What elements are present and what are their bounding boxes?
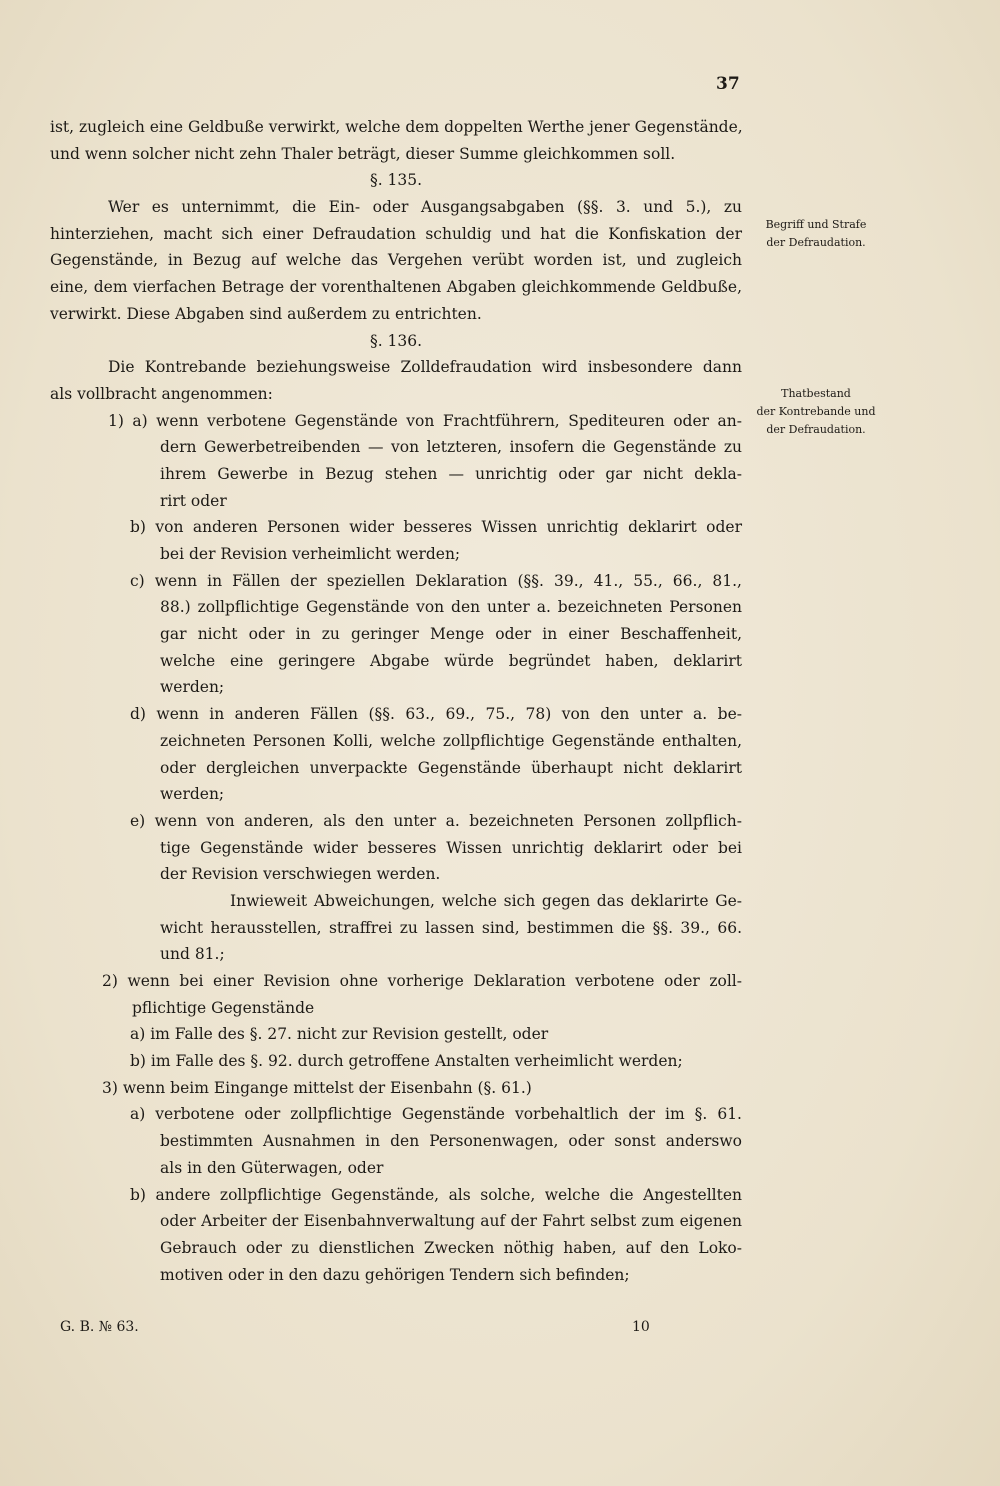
text-line: tige Gegenstände wider besseres Wissen unrichtig deklarirt oder bei	[160, 838, 742, 857]
margin-note-line: der Defraudation.	[766, 423, 866, 436]
margin-note-defraudation	[752, 216, 880, 252]
margin-note-line: der Kontrebande und	[756, 405, 876, 418]
text-line: ihrem Gewerbe in Bezug stehen — unrichtig oder gar nicht dekla-	[160, 464, 742, 483]
text-line: verwirkt. Diese Abgaben sind außerdem zu entrichten.	[50, 304, 482, 323]
text-line: ist, zugleich eine Geldbuße verwirkt, welche dem doppelten Werthe jener Gegenstände,	[50, 118, 743, 136]
text-line: e) wenn von anderen, als den unter a. bezeichneten Personen zollpflich-	[130, 811, 742, 830]
text-line: b) von anderen Personen wider besseres Wissen unrichtig deklarirt oder	[130, 518, 742, 537]
text-line: gar nicht oder in zu geringer Menge oder in einer Beschaffenheit,	[160, 625, 742, 644]
section-heading-136: §. 136.	[369, 331, 423, 350]
footer-sheet-number: 10	[632, 1319, 650, 1335]
text-line: bei der Revision verheimlicht werden;	[160, 545, 461, 563]
text-line: 1) a) wenn verbotene Gegenstände von Frachtführern, Spediteuren oder an-	[108, 411, 742, 430]
text-line: und 81.;	[160, 945, 225, 964]
margin-note-line: der Defraudation.	[766, 236, 866, 249]
text-line: d) wenn in anderen Fällen (§§. 63., 69., 75., 78) von den unter a. be-	[130, 705, 742, 724]
text-line: und wenn solcher nicht zehn Thaler beträgt, dieser Summe gleichkommen soll.	[50, 144, 676, 163]
text-line: als in den Güterwagen, oder	[160, 1158, 384, 1177]
text-line: zeichneten Personen Kolli, welche zollpflichtige Gegenstände enthalten,	[160, 731, 742, 750]
text-line: werden;	[160, 785, 225, 804]
text-line: 88.) zollpflichtige Gegenstände von den unter a. bezeichneten Personen	[160, 598, 742, 617]
text-line: Gegenstände, in Bezug auf welche das Vergehen verübt worden ist, und zugleich	[50, 251, 742, 270]
text-line: 2) wenn bei einer Revision ohne vorherige Deklaration verbotene oder zoll-	[102, 972, 742, 990]
page-footer	[60, 1317, 660, 1337]
text-line: werden;	[160, 678, 225, 697]
text-line: b) im Falle des §. 92. durch getroffene Anstalten verheimlicht werden;	[130, 1052, 683, 1071]
margin-note-kontrebande	[752, 385, 880, 439]
text-line: eine, dem vierfachen Betrage der vorenthaltenen Abgaben gleichkommende Geldbuße,	[50, 278, 742, 297]
footer-signature-mark: G. B. № 63.	[60, 1319, 139, 1335]
text-line: oder dergleichen unverpackte Gegenstände überhaupt nicht deklarirt	[160, 758, 742, 777]
text-line: b) andere zollpflichtige Gegenstände, als solche, welche die Angestellten	[130, 1185, 742, 1204]
text-line: a) im Falle des §. 27. nicht zur Revision gestellt, oder	[130, 1025, 549, 1044]
section-heading-135: §. 135.	[369, 171, 423, 190]
page-number: 37	[716, 74, 740, 94]
margin-note-line: Thatbestand	[781, 387, 851, 400]
text-line: a) verbotene oder zollpflichtige Gegenstände vorbehaltlich der im §. 61.	[130, 1105, 742, 1124]
text-line: motiven oder in den dazu gehörigen Tendern sich befinden;	[160, 1265, 630, 1284]
text-line: der Revision verschwiegen werden.	[160, 865, 441, 884]
text-line: bestimmten Ausnahmen in den Personenwagen, oder sonst anderswo	[160, 1132, 742, 1151]
text-line: oder Arbeiter der Eisenbahnverwaltung auf der Fahrt selbst zum eigenen	[160, 1212, 742, 1231]
text-line: als vollbracht angenommen:	[50, 384, 273, 403]
main-text	[50, 114, 742, 1288]
text-line: c) wenn in Fällen der speziellen Deklaration (§§. 39., 41., 55., 66., 81.,	[130, 571, 742, 590]
text-line: Die Kontrebande beziehungsweise Zolldefraudation wird insbesondere dann	[108, 358, 742, 377]
text-line: welche eine geringere Abgabe würde begründet haben, deklarirt	[160, 651, 742, 670]
text-line: wicht herausstellen, straffrei zu lassen sind, bestimmen die §§. 39., 66.	[160, 918, 742, 937]
text-line: hinterziehen, macht sich einer Defraudation schuldig und hat die Konfiskation der	[50, 224, 742, 243]
text-line: Inwieweit Abweichungen, welche sich gegen das deklarirte Ge-	[230, 891, 742, 910]
margin-note-line: Begriff und Strafe	[765, 218, 867, 231]
text-line: dern Gewerbetreibenden — von letzteren, insofern die Gegenstände zu	[160, 438, 742, 457]
text-line: Gebrauch oder zu dienstlichen Zwecken nöthig haben, auf den Loko-	[160, 1238, 742, 1257]
text-line: 3) wenn beim Eingange mittelst der Eisenbahn (§. 61.)	[102, 1078, 532, 1097]
text-line: Wer es unternimmt, die Ein- oder Ausgangsabgaben (§§. 3. und 5.), zu	[108, 198, 742, 217]
text-line: pflichtige Gegenstände	[132, 998, 315, 1017]
text-line: rirt oder	[160, 491, 227, 510]
